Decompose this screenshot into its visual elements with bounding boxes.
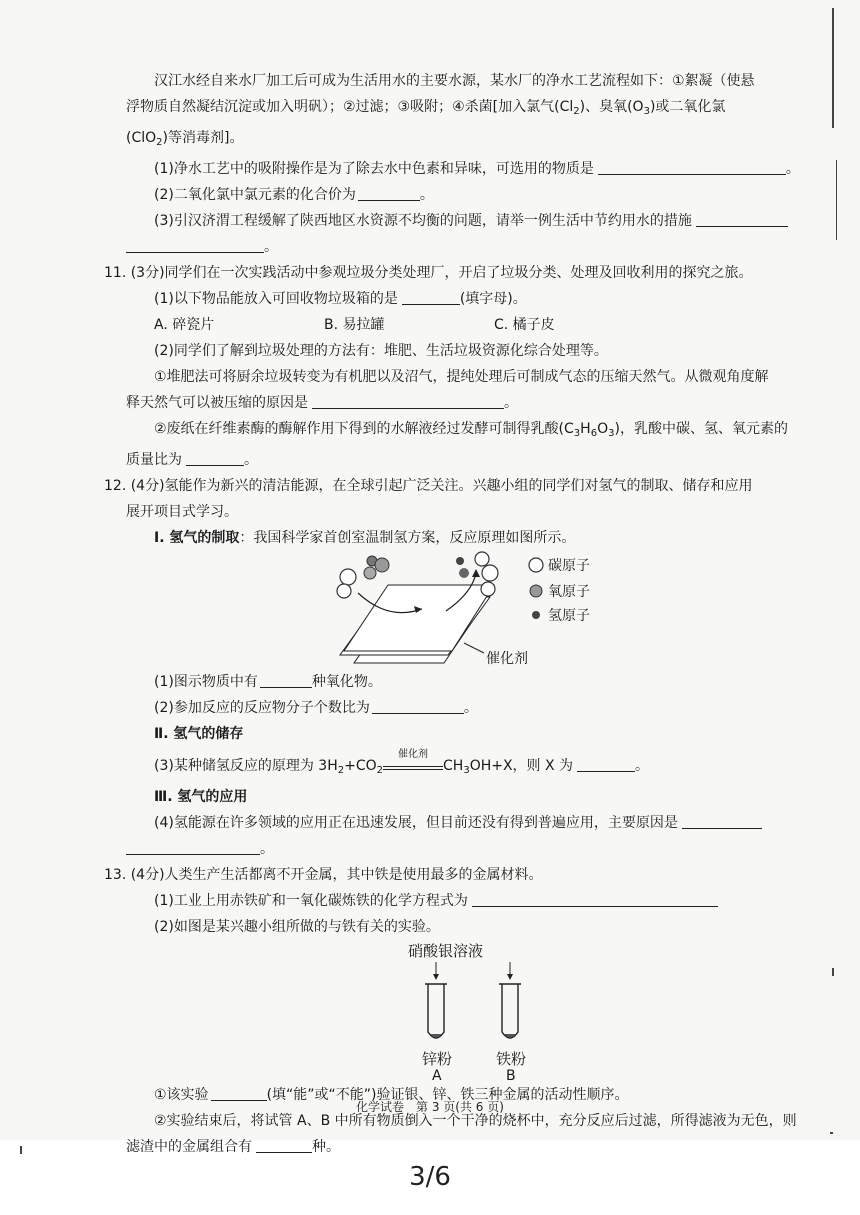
option-b: B. 易拉罐 [324,317,385,333]
q10-part1: (1)净水工艺中的吸附操作是为了除去水中色素和异味，可选用的物质是 。 [126,156,814,182]
tube-a-letter: A [432,1068,442,1082]
q11-part2a-line1: ①堆肥法可将厨余垃圾转变为有机肥以及沼气，提纯处理后可制成气态的压缩天然气。从微观角度解 [154,369,769,385]
answer-blank[interactable] [126,234,264,253]
q13-part2: (2)如图是某兴趣小组所做的与铁有关的实验。 [154,919,440,935]
scan-edge-mark [832,968,834,976]
q12-section2: Ⅱ. 氢气的储存 [154,726,244,742]
answer-blank[interactable] [126,836,260,855]
tube-a-label: 锌粉 [422,1050,453,1068]
answer-blank[interactable] [682,810,762,829]
arrow-out-head [472,569,480,577]
carbon-atom [340,569,356,585]
test-tube-diagram [126,940,814,1082]
answer-blank[interactable] [696,208,788,227]
answer-blank[interactable] [598,156,786,175]
intro-line-1: 汉江水经自来水厂加工后可成为生活用水的主要水源，某水厂的净水工艺流程如下：①絮凝（使悬 [154,73,755,89]
answer-blank[interactable] [256,1134,312,1153]
oxygen-atom [364,567,376,579]
q12-section1: Ⅰ. 氢气的制取：我国科学家首创室温制氢方案，反应原理如图所示。 [154,530,576,546]
exam-content [104,68,814,1160]
catalyst-plate-front [344,585,494,651]
q13-part1: (1)工业上用赤铁矿和一氧化碳炼铁的化学方程式为 [126,888,814,914]
q13-heading: 13. (4分)人类生产生活都离不开金属，其中铁是使用最多的金属材料。 [104,867,543,883]
q11-options [126,312,814,338]
legend-oxygen-icon [530,585,542,597]
legend-oxygen-label: 氧原子 [548,584,590,600]
q12-heading: 12. (4分)氢能作为新兴的清洁能源，在全球引起广泛关注。兴趣小组的同学们对氢气的制取、储存和应用 [104,478,753,494]
reaction-condition: 催化剂 [383,760,443,770]
q12-section3: Ⅲ. 氢气的应用 [154,789,248,805]
q12-part1: (1)图示物质中有 种氧化物。 [126,669,814,695]
option-c: C. 橘子皮 [494,317,555,333]
q10-part3-cont: 。 [126,234,814,260]
q10-part3: (3)引汉济渭工程缓解了陕西地区水资源不均衡的问题，请举一例生活中节约用水的措施 [126,208,814,234]
q13-part2a: ①该实验 (填“能”或“不能”)验证银、锌、铁三种金属的活动性顺序。 [126,1082,814,1108]
scan-edge-mark [830,1132,833,1134]
hydrogen-atom [459,568,469,578]
answer-blank[interactable] [358,182,420,201]
test-tube-svg [126,940,814,1082]
answer-blank[interactable] [372,695,464,714]
answer-blank[interactable] [472,888,718,907]
scan-edge-mark [832,8,834,128]
answer-blank[interactable] [312,390,504,409]
reaction-diagram-svg [126,551,814,669]
q11-heading: 11. (3分)同学们在一次实践活动中参观垃圾分类处理厂，开启了垃圾分类、处理及回收利用的探究之旅。 [104,265,753,281]
answer-blank[interactable] [577,753,635,772]
test-tube-a [428,984,444,1038]
intro-line-3: (ClO$_2$)等消毒剂]。 [126,130,244,148]
q11-part2b-line2: 质量比为 。 [126,447,814,473]
page-footer: 化学试卷 第 3 页(共 6 页) [356,1100,504,1114]
arrow-head-b [507,974,513,980]
hydrogen-atom [456,557,464,565]
q13-part2b-line2: 滤渣中的金属组合有 种。 [126,1134,814,1160]
carbon-atom [482,565,498,581]
answer-blank[interactable] [260,669,312,688]
intro-line-2: 浮物质自然凝结沉淀或加入明矾）；②过滤；③吸附；④杀菌[加入氯气$(Cl_2)$、臭氧$(O_3)$或二氧化氯 [126,99,726,117]
oxygen-atom [375,558,389,572]
q12-part3: (3)某种储氢反应的原理为 $3H_2+CO_2$ 催化剂 $CH_3OH+X$，则 X 为 。 [154,749,650,776]
scan-edge-mark [20,1146,22,1154]
tube-b-letter: B [506,1068,516,1082]
test-tube-b [502,984,518,1038]
q11-part2a-line2: 释天然气可以被压缩的原因是 。 [126,390,814,416]
q12-heading-cont: 展开项目式学习。 [126,504,238,520]
option-a: A. 碎瓷片 [154,317,215,333]
legend-carbon-icon [529,558,543,572]
q12-part4-cont: 。 [126,836,814,862]
legend-hydrogen-icon [532,611,540,619]
q13-part2b-line1: ②实验结束后，将试管 A、B 中所有物质倒入一个干净的烧杯中，充分反应后过滤，所得滤液为无色，则 [154,1113,797,1129]
q11-part2: (2)同学们了解到垃圾处理的方法有：堆肥、生活垃圾资源化综合处理等。 [154,343,608,359]
legend-hydrogen-label: 氢原子 [548,608,590,624]
arrow-head-a [433,974,439,980]
legend-carbon-label: 碳原子 [548,558,590,574]
page-indicator: 3/6 [409,1162,451,1192]
tube-b-label: 铁粉 [496,1050,527,1068]
answer-blank[interactable] [186,447,244,466]
scan-edge-mark [836,160,837,240]
carbon-atom [337,584,351,598]
reagent-label: 硝酸银溶液 [408,942,484,960]
carbon-atom [481,582,495,596]
carbon-atom [475,552,489,566]
q11-part2b-line1: ②废纸在纤维素酶的酶解作用下得到的水解液经过发酵可制得乳酸$(C_3H_6O_3)$，乳酸中碳、氢、氧元素的 [154,421,788,439]
q12-part4: (4)氢能源在许多领域的应用正在迅速发展，但目前还没有得到普遍应用，主要原因是 [126,810,814,836]
q11-part1: (1)以下物品能放入可回收物垃圾箱的是 (填字母)。 [126,286,814,312]
answer-blank[interactable] [402,286,460,305]
catalyst-label: 催化剂 [486,651,528,667]
q12-part2: (2)参加反应的反应物分子个数比为 。 [126,695,814,721]
catalyst-pointer [464,643,484,653]
reaction-diagram [126,551,814,669]
q10-part2: (2)二氧化氯中氯元素的化合价为 。 [126,182,814,208]
